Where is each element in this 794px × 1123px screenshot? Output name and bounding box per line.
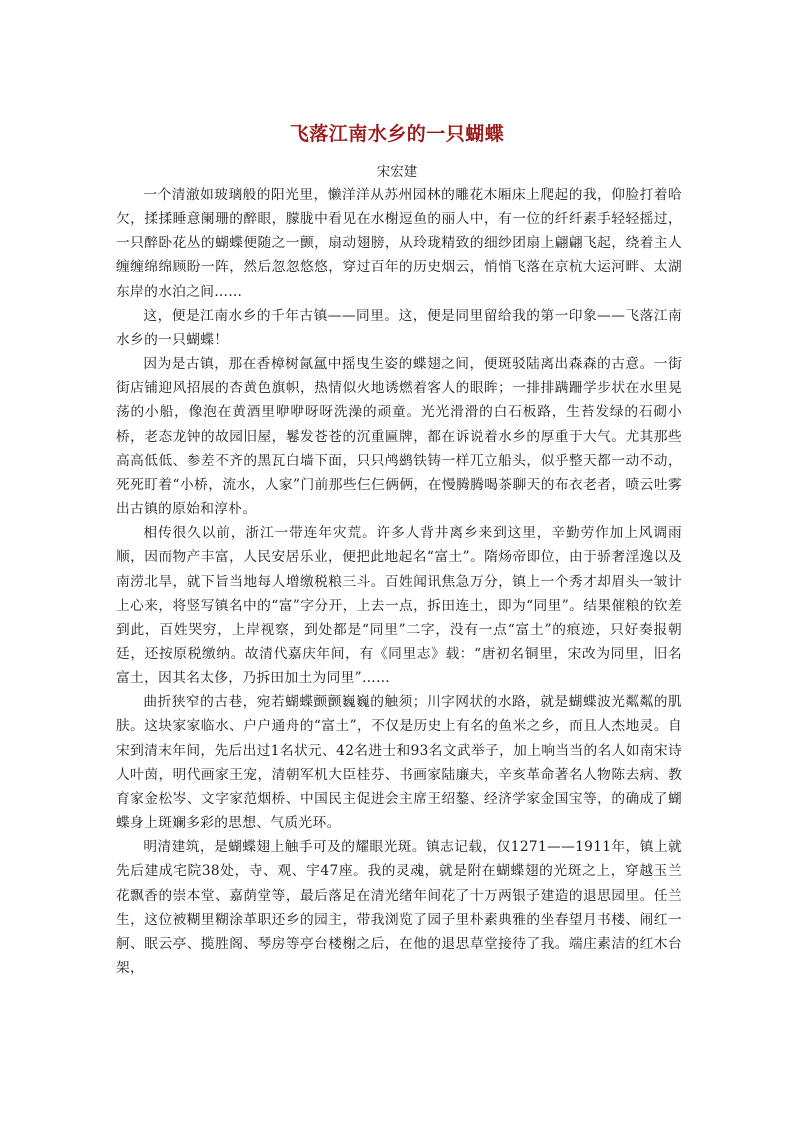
paragraph-4: 相传很久以前，浙江一带连年灾荒。许多人背井离乡来到这里，辛勤劳作加上风调雨顺，因而物产丰富，人民安居乐业，便把此地起名“富土”。隋炀帝即位，由于骄奢淫逸以及南涝北旱，就下旨当地每人增缴税粮三斗。百姓闻讯焦急万分，镇上一个秀才却眉头一皱计上心来，将竖写镇名中的“富”字分开，上去一点，拆田连土，即为“同里”。结果催粮的钦差到此，百姓哭穷，上岸视察，到处都是“同里”二字，没有一点“富土”的痕迹，只好奏报朝廷，还按原税缴纳。故清代嘉庆年间，有《同里志》载：“唐初名铜里，宋改为同里，旧名富土，因其名太侈，乃拆田加土为同里”…… — [116, 525, 682, 687]
article-body — [116, 183, 682, 980]
paragraph-1: 一个清澈如玻璃般的阳光里，懒洋洋从苏州园林的雕花木厢床上爬起的我，仰脸打着哈欠，揉揉睡意阑珊的醉眼，朦胧中看见在水榭逗鱼的丽人中，有一位的纤纤素手轻轻摇过，一只醉卧花丛的蝴蝶便随之一颤，扇动翅膀，从玲珑精致的细纱团扇上翩翩飞起，绕着主人缠缠绵绵顾盼一阵，然后忽忽悠悠，穿过百年的历史烟云，悄悄飞落在京杭大运河畔、太湖东岸的水泊之间…… — [116, 187, 682, 300]
paragraph-3: 因为是古镇，那在香樟树氤氲中摇曳生姿的蝶翅之间，便斑驳陆离出森森的古意。一街街店铺迎风招展的杏黄色旗帜，热情似火地诱燃着客人的眼眸；一排排蹒跚学步状在水里晃荡的小船，像泡在黄酒里咿咿呀呀洗澡的顽童。光光滑滑的白石板路，生苔发绿的石砌小桥，老态龙钟的故园旧屋，鬈发苍苍的沉重匾牌，都在诉说着水乡的厚重于大气。尤其那些高高低低、参差不齐的黑瓦白墙下面，只只鸬鹚铁铸一样兀立船头，似乎整天都一动不动，死死盯着“小桥，流水，人家”门前那些仨仨俩俩，在慢腾腾喝茶聊天的布衣老者，喷云吐雾出古镇的原始和淳朴。 — [116, 356, 682, 518]
article-author: 宋宏建 — [376, 164, 418, 180]
paragraph-6: 明清建筑，是蝴蝶翅上触手可及的耀眼光斑。镇志记载，仅1271——1911年，镇上就先后建成宅院38处，寺、观、宇47座。我的灵魂，就是附在蝴蝶翅的光斑之上，穿越玉兰花飘香的崇本堂、嘉荫堂等，最后落足在清光绪年间花了十万两银子建造的退思园里。任兰生，这位被糊里糊涂革职还乡的园主，带我浏览了园子里朴素典雅的坐春望月书楼、闹红一舸、眠云亭、揽胜阁、琴房等亭台楼榭之后，在他的退思草堂接待了我。端庄素洁的红木台架， — [116, 839, 682, 976]
paragraph-5: 曲折狭窄的古巷，宛若蝴蝶颤颤巍巍的触须；川字网状的水路，就是蝴蝶波光粼粼的肌肤。这块家家临水、户户通舟的“富土”，不仅是历史上有名的鱼米之乡，而且人杰地灵。自宋到清末年间，先后出过1名状元、42名进士和93名文武举子，加上响当当的名人如南宋诗人叶茵，明代画家王宠，清朝军机大臣桂芬、书画家陆廉夫，辛亥革命著名人物陈去病、教育家金松岑、文字家范烟桥、中国民主促进会主席王绍鏊、经济学家金国宝等，的确成了蝴蝶身上斑斓多彩的思想、气质光环。 — [116, 694, 682, 832]
article-title: 飞落江南水乡的一只蝴蝶 — [289, 123, 505, 145]
paragraph-2: 这，便是江南水乡的千年古镇——同里。这，便是同里留给我的第一印象——飞落江南水乡的一只蝴蝶！ — [116, 307, 682, 348]
